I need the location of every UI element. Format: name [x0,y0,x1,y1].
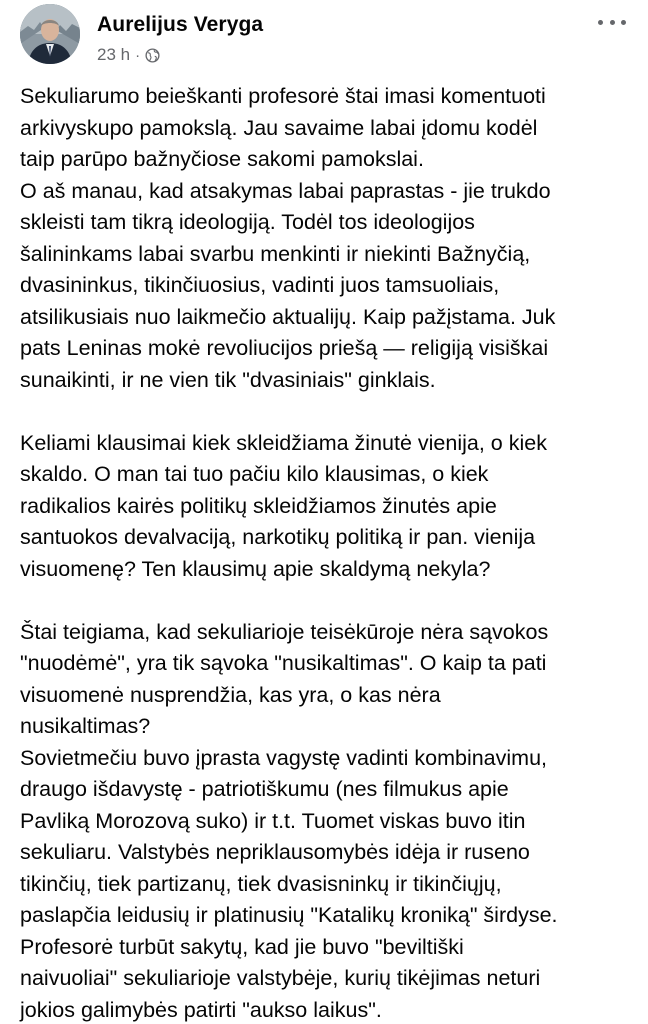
author-name[interactable]: Aurelijus Veryga [97,13,264,36]
post-text-line: draugo išdavystę - patriotiškumu (nes filmukus apie [20,777,509,801]
post-text [20,81,635,1024]
post-timestamp[interactable]: 23 h [97,45,131,64]
paragraph-gap [20,585,635,617]
post-text-line: šalininkams labai svarbu menkinti ir niekinti Bažnyčią, [20,241,531,266]
post-text-line: tikinčių, tiek partizanų, tiek dvasisninkų ir tikinčiųjų, [20,871,502,896]
post-text-line: taip parūpo bažnyčiose sakomi pamokslai. [20,147,424,171]
post-text-line: naivuoliai" sekuliarioje valstybėje, kurių tikėjimas neturi [20,966,541,990]
post-text-line: Sekuliarumo beieškanti profesorė štai imasi komentuoti [20,84,546,108]
post-text-line: skleisti tam tikrą ideologiją. Todėl tos ideologijos [20,210,475,234]
post-text-line: visuomenę? Ten klausimų apie skaldymą nekyla? [20,556,491,581]
post-text-line: sunaikinti, ir ne vien tik "dvasiniais" ginklais. [20,367,436,392]
post-text-line: radikalios kairės politikų skleidžiamos žinutės apie [20,493,497,518]
post-text-line: Pavliką Morozovą suko) ir t.t. Tuomet viskas buvo itin [20,808,526,833]
post-text-line: jokios galimybės patirti "aukso laikus". [20,997,382,1022]
post-text-line: sekuliaru. Valstybės nepriklausomybės idėja ir ruseno [20,840,530,864]
post-meta [97,45,160,65]
post-text-line: atsilikusiais nuo laikmečio aktualijų. Kaip pažįstama. Juk [20,304,556,329]
post-text-line: Profesorė turbūt sakytų, kad jie buvo "beviltiški [20,934,464,959]
post-text-line: pats Leninas mokė revoliucijos priešą — religiją visiškai [20,336,549,360]
more-dot [610,20,615,25]
post-text-line: Štai teigiama, kad sekuliarioje teisėkūroje nėra sąvokos [20,619,549,644]
more-options-icon[interactable] [598,12,626,32]
post-text-line: santuokos devalvaciją, narkotikų politiką ir pan. vienija [20,525,536,549]
post-text-line: nusikaltimas? [20,714,151,738]
post-text-line: Keliami klausimai kiek skleidžiama žinutė vienija, o kiek [20,430,547,455]
more-dot [598,20,603,25]
post-text-line: visuomenė nusprendžia, kas yra, o kas nėra [20,682,441,707]
post-text-line: "nuodėmė", yra tik sąvoka "nusikaltimas". O kaip ta pati [20,651,547,675]
globe-icon[interactable] [145,48,160,63]
more-dot [621,20,626,25]
post-text-line: arkivyskupo pamokslą. Jau savaime labai įdomu kodėl [20,115,538,140]
meta-separator: · [135,46,141,64]
post-text-line: paslapčia leidusių ir platinusių "Katalikų kroniką" širdyse. [20,903,558,927]
post-text-line: skaldo. O man tai tuo pačiu kilo klausimas, o kiek [20,462,489,486]
paragraph-gap [20,396,635,428]
post-text-line: dvasininkus, tikinčiuosius, vadinti juos tamsuoliais, [20,273,500,297]
post-text-line: Sovietmečiu buvo įprasta vagystę vadinti kombinavimu, [20,745,548,770]
post-header [0,0,648,80]
post-text-line: O aš manau, kad atsakymas labai paprastas - jie trukdo [20,178,551,203]
avatar[interactable] [20,4,80,64]
profile-photo [20,4,80,64]
